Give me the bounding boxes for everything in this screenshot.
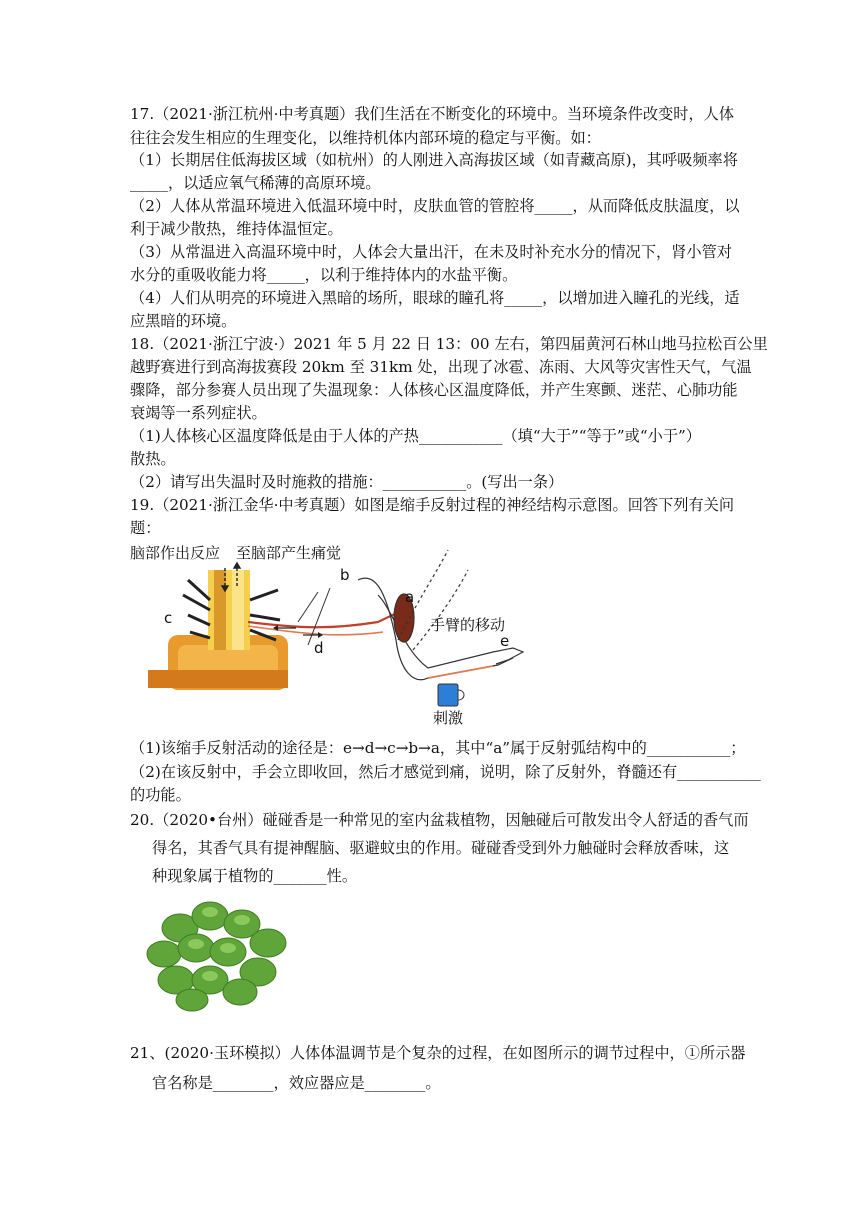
q19-line-1: 19.（2021·浙江金华·中考真题）如图是缩手反射过程的神经结构示意图。回答下列有关问 [130,496,735,514]
label-d: d [314,639,324,657]
q18-line-2: 越野赛进行到高海拔赛段 20km 至 31km 处，出现了冰雹、冻雨、大风等灾害性天气，气温 [130,358,752,376]
q17-line-2: 往往会发生相应的生理变化，以维持机体内部环境的稳定与平衡。如： [130,129,601,147]
label-arm-move: 手臂的移动 [430,616,506,634]
spinal-cord-image [148,570,288,690]
q18-line-7: （2）请写出失温时及时施救的措施：___________。(写出一条） [130,473,564,491]
reflex-arc-figure [128,540,538,728]
q18-line-5: （1)人体核心区温度降低是由于人体的产热___________（填“大于”“等于”或“小于”） [130,427,701,445]
arm-drawing [358,550,523,680]
q18-line-6: 散热。 [130,450,176,468]
q17-line-6: 利于减少散热，维持体温恒定。 [130,220,343,238]
q17-line-5: （2）人体从常温环境进入低温环境中时，皮肤血管的管腔将_____，从而降低皮肤温度，以 [130,197,740,215]
q18-line-1: 18.（2021·浙江宁波·）2021 年 5 月 22 日 13：00 左右，第四届黄河石林山地马拉松百公里 [130,335,768,353]
q17-line-8: 水分的重吸收能力将_____，以利于维持体内的水盐平衡。 [130,266,518,284]
q19-line-2: 题： [130,519,161,537]
q17-line-1: 17.（2021·浙江杭州·中考真题）我们生活在不断变化的环境中。当环境条件改变时，人体 [130,105,735,123]
q17-line-7: （3）从常温进入高温环境中时，人体会大量出汗，在未及时补充水分的情况下，肾小管对 [130,243,732,261]
label-c: c [164,609,173,627]
label-brain-pain: 至脑部产生痛觉 [236,544,342,562]
label-a: a [405,588,415,606]
q21-line-2: 官名称是________，效应器应是________。 [152,1074,441,1092]
q20-line-2: 得名，其香气具有提神醒脑、驱避蚊虫的作用。碰碰香受到外力触碰时会释放香味，这 [152,839,730,857]
q17-line-10: 应黑暗的环境。 [130,312,237,330]
label-b: b [340,566,350,584]
q18-line-4: 衰竭等一系列症状。 [130,404,267,422]
q19-answer-3: 的功能。 [130,786,191,804]
q20-line-3: 种现象属于植物的_______性。 [152,867,358,885]
label-brain-response: 脑部作出反应 [130,544,221,562]
q19-answer-2: （2)在该反射中，手会立即收回，然后才感觉到痛，说明，除了反射外，脊髓还有___________ [130,763,761,781]
q17-line-3: （1）长期居住低海拔区域（如杭州）的人刚进入高海拔区域（如青藏高原)，其呼吸频率将 [130,151,738,169]
stimulus-cup [438,684,464,706]
q20-line-1: 20.（2020•台州）碰碰香是一种常见的室内盆栽植物，因触碰后可散发出令人舒适的香气而 [130,811,749,829]
q17-line-4: _____，以适应氧气稀薄的高原环境。 [130,174,381,192]
label-e: e [500,632,510,650]
q17-line-9: （4）人们从明亮的环境进入黑暗的场所，眼球的瞳孔将_____，以增加进入瞳孔的光线，适 [130,289,740,307]
label-stimulus: 刺激 [433,709,464,727]
q18-line-3: 骤降，部分参赛人员出现了失温现象：人体核心区温度降低，并产生寒颤、迷茫、心肺功能 [130,381,738,399]
q21-line-1: 21、(2020·玉环模拟）人体体温调节是个复杂的过程，在如图所示的调节过程中，①所示器 [130,1044,746,1062]
q19-answer-1: （1)该缩手反射活动的途径是：e→d→c→b→a，其中“a”属于反射弧结构中的___________； [130,739,746,757]
plant-image [140,888,298,1016]
